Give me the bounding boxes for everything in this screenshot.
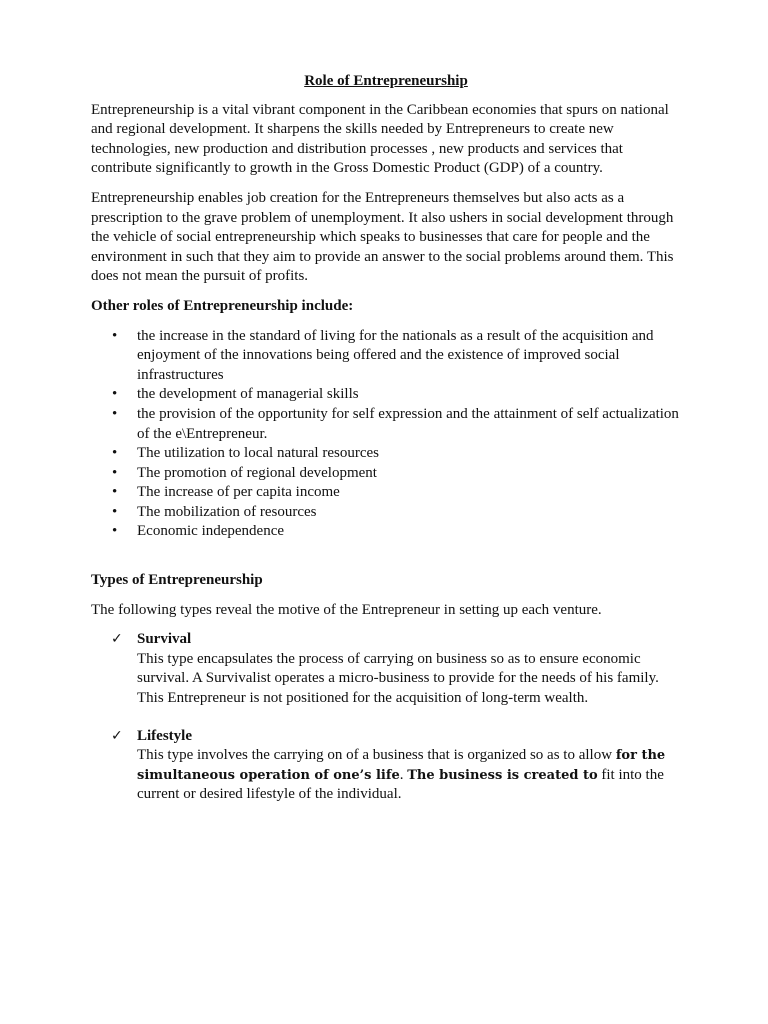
list-item-text: the development of managerial skills bbox=[137, 386, 359, 403]
lifestyle-text-start: This type involves the carrying on of a business that is organized so as to allow bbox=[137, 747, 616, 764]
type-lifestyle-description bbox=[137, 746, 681, 805]
list-item bbox=[112, 483, 681, 503]
list-item-text: The promotion of regional development bbox=[137, 464, 377, 481]
list-item-text: The utilization to local natural resources bbox=[137, 445, 379, 462]
bullet-icon: • bbox=[112, 405, 118, 422]
bullet-icon: • bbox=[112, 523, 118, 540]
list-item-text: the provision of the opportunity for self expression and the attainment of self actualization of the e\Entrepreneur. bbox=[137, 405, 679, 442]
check-icon: ✓ bbox=[111, 727, 123, 744]
list-item-text: Economic independence bbox=[137, 523, 285, 540]
list-item bbox=[112, 503, 681, 523]
list-item bbox=[112, 464, 681, 484]
types-heading: Types of Entrepreneurship bbox=[91, 572, 263, 589]
list-item-text: The increase of per capita income bbox=[137, 484, 340, 501]
bullet-icon: • bbox=[112, 464, 118, 481]
lifestyle-text-bold-1: for the simultaneous operation of one’s life bbox=[137, 748, 666, 783]
lifestyle-text-end: fit into the current or desired lifestyle of the individual. bbox=[137, 766, 664, 803]
lifestyle-text-mid: . bbox=[399, 766, 408, 783]
list-item bbox=[112, 327, 681, 386]
type-lifestyle bbox=[91, 727, 681, 805]
intro-paragraph-1: Entrepreneurship is a vital vibrant component in the Caribbean economies that spurs on national and regional development. It sharpens the skills needed by Entrepreneurs to create new technologies, new production and distribution processes , new products and services that contribute significantly to growth in the Gross Domestic Product (GDP) of a country. bbox=[91, 101, 669, 177]
spacer bbox=[91, 709, 681, 727]
list-item bbox=[112, 444, 681, 464]
list-item bbox=[112, 385, 681, 405]
type-survival-name: Survival bbox=[137, 631, 192, 648]
type-lifestyle-name: Lifestyle bbox=[137, 727, 192, 744]
types-intro: The following types reveal the motive of the Entrepreneur in setting up each venture. bbox=[91, 601, 602, 618]
intro-paragraph-2: Entrepreneurship enables job creation for the Entrepreneurs themselves but also acts as a prescription to the grave problem of unemployment. It also ushers in social development through the vehicle of social entrepreneurship which speaks to businesses that care for people and the environment in such that they aim to provide an answer to the social problems around them. This does not mean the pursuit of profits. bbox=[91, 189, 674, 285]
check-icon: ✓ bbox=[111, 631, 123, 648]
document-title: Role of Entrepreneurship bbox=[304, 73, 468, 89]
bullet-icon: • bbox=[112, 484, 118, 501]
list-item bbox=[112, 522, 681, 542]
document-page bbox=[91, 72, 681, 805]
bullet-icon: • bbox=[112, 503, 118, 520]
roles-list bbox=[91, 327, 681, 543]
list-item bbox=[112, 405, 681, 444]
other-roles-heading: Other roles of Entrepreneurship include: bbox=[91, 297, 354, 314]
list-item-text: The mobilization of resources bbox=[137, 503, 317, 520]
type-survival-description: This type encapsulates the process of carrying on business so as to ensure economic survival. A Survivalist operates a micro-business to provide for the needs of his family. This Entrepreneur is not positioned for the acquisition of long-term wealth. bbox=[137, 650, 659, 707]
lifestyle-text-bold-2: The business is created to bbox=[407, 767, 598, 783]
bullet-icon: • bbox=[112, 386, 118, 403]
type-survival bbox=[91, 630, 681, 708]
bullet-icon: • bbox=[112, 327, 118, 344]
bullet-icon: • bbox=[112, 445, 118, 462]
list-item-text: the increase in the standard of living for the nationals as a result of the acquisition and enjoyment of the innovations being offered and the existence of improved social infrastructures bbox=[137, 327, 654, 383]
